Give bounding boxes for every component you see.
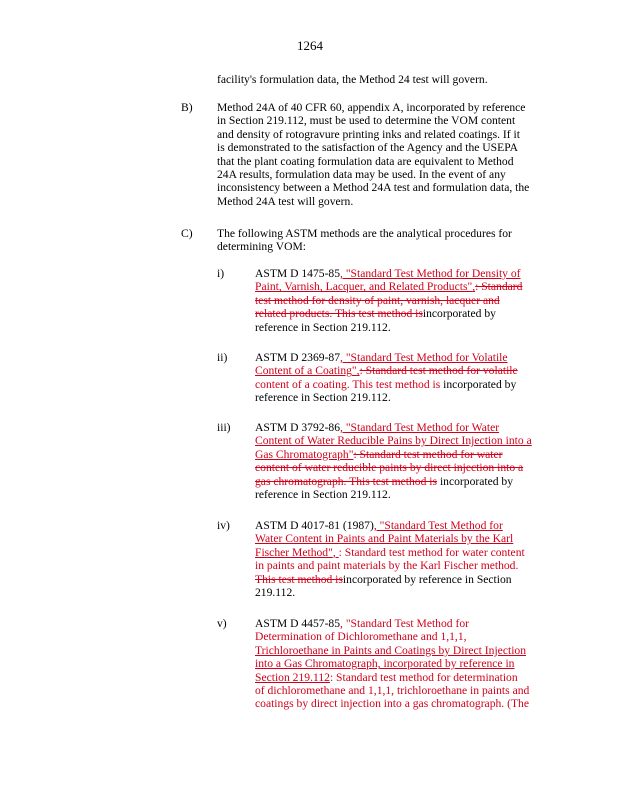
deleted-text: This test method is <box>255 572 343 586</box>
inserted-text: , "Standard Test Method for Volatile <box>340 351 508 364</box>
astm-designation: ASTM D 3792-86 <box>255 421 341 434</box>
text-line: in Section 219.112, must be used to determine the VOM content <box>217 114 516 128</box>
section-b-label: B) <box>181 101 193 114</box>
revised-text: , "Standard Test Method for <box>340 617 469 630</box>
section-b-paragraph <box>217 101 529 208</box>
text-segment: incorporated by reference in Section <box>342 572 512 586</box>
deleted-text: content of water reducible paints by direct injection into a <box>255 461 524 475</box>
item-iii-paragraph <box>255 421 532 501</box>
section-c-label: C) <box>181 227 193 240</box>
intro-paragraph <box>217 73 488 86</box>
section-c-paragraph <box>217 227 512 254</box>
inserted-text: , <box>472 280 476 294</box>
inserted-text: , <box>356 364 360 378</box>
item-v-label: v) <box>217 617 227 630</box>
deleted-text: related products. This test method is <box>255 307 423 321</box>
item-ii-paragraph <box>255 351 518 405</box>
text-line: determining VOM: <box>217 240 306 254</box>
revised-text: : Standard test method for determination <box>329 670 518 684</box>
text-line: inconsistency between a Method 24A test and formulation data, the <box>217 181 530 195</box>
page-number: 1264 <box>297 38 323 53</box>
deleted-text: gas chromatograph. This test method is <box>255 474 438 488</box>
astm-designation: ASTM D 4017-81 (1987) <box>255 519 374 532</box>
inserted-text: Paint, Varnish, Lacquer, and Related Products" <box>255 280 473 294</box>
text-line: Method 24A test will govern. <box>217 194 354 208</box>
text-line: 24A results, formulation data may be used. In the event of any <box>217 167 506 181</box>
text-line: reference in Section 219.112. <box>255 391 391 405</box>
revised-text: coatings by direct injection into a gas chromatograph. (The <box>255 697 529 711</box>
revised-text: in paints and paint materials by the Karl Fischer method. <box>255 559 519 573</box>
text-line: that the plant coating formulation data are equivalent to Method <box>217 154 514 168</box>
text-line: is demonstrated to the satisfaction of the Agency and the USEPA <box>217 141 518 155</box>
astm-designation: ASTM D 4457-85 <box>255 617 341 630</box>
inserted-text: into a Gas Chromatograph, incorporated by reference in <box>255 657 515 671</box>
item-iv-label: iv) <box>217 519 230 532</box>
text-line: The following ASTM methods are the analytical procedures for <box>217 227 512 240</box>
item-ii-label: ii) <box>217 351 228 364</box>
item-v-paragraph <box>255 617 529 711</box>
astm-designation: ASTM D 1475-85 <box>255 267 341 280</box>
revised-text: : Standard test method for water content <box>338 545 525 559</box>
text-line: reference in Section 219.112. <box>255 320 391 334</box>
text-segment: incorporated by <box>422 307 496 321</box>
text-line: reference in Section 219.112. <box>255 487 391 501</box>
inserted-text: , "Standard Test Method for Water <box>340 421 500 434</box>
item-i-label: i) <box>217 267 225 280</box>
inserted-text: Gas Chromatograph" <box>255 447 354 461</box>
inserted-text: , "Standard Test Method for Density of <box>340 267 521 280</box>
inserted-text: Trichloroethane in Paints and Coatings by Direct Injection <box>255 643 527 657</box>
inserted-text: Content of Water Reducible Pains by Direct Injection into a <box>255 434 532 448</box>
item-iii-label: iii) <box>217 421 231 434</box>
revised-text: content of a coating. This test method is <box>255 377 441 391</box>
deleted-text: : Standard <box>475 280 523 294</box>
text-line: facility's formulation data, the Method 24 test will govern. <box>217 73 488 86</box>
inserted-text: , "Standard Test Method for <box>373 519 503 532</box>
revised-text: of dichloromethane and 1,1,1, trichloroethane in paints and <box>255 683 530 697</box>
text-segment: incorporated by <box>440 377 517 391</box>
astm-designation: ASTM D 2369-87 <box>255 351 341 364</box>
inserted-text: Water Content in Paints and Paint Materials by the Karl <box>255 532 514 546</box>
text-line: Method 24A of 40 CFR 60, appendix A, incorporated by reference <box>217 101 526 114</box>
item-i-paragraph <box>255 267 522 334</box>
inserted-text: Fischer Method" <box>255 545 333 559</box>
inserted-text: Content of a Coating" <box>255 364 357 378</box>
deleted-text: : Standard test method for water <box>353 447 503 461</box>
text-line: and density of rotogravure printing inks and related coatings. If it <box>217 127 520 141</box>
inserted-text: Section 219.112 <box>255 670 330 684</box>
revised-text: Determination of Dichloromethane and 1,1,1, <box>255 630 467 644</box>
deleted-text: : Standard test method for volatile <box>359 364 518 378</box>
inserted-text: , <box>332 545 339 559</box>
item-iv-paragraph <box>255 519 525 599</box>
text-line: 219.112. <box>255 585 296 599</box>
text-segment: incorporated by <box>437 474 514 488</box>
deleted-text: test method for density of paint, varnish, lacquer and <box>255 293 500 307</box>
